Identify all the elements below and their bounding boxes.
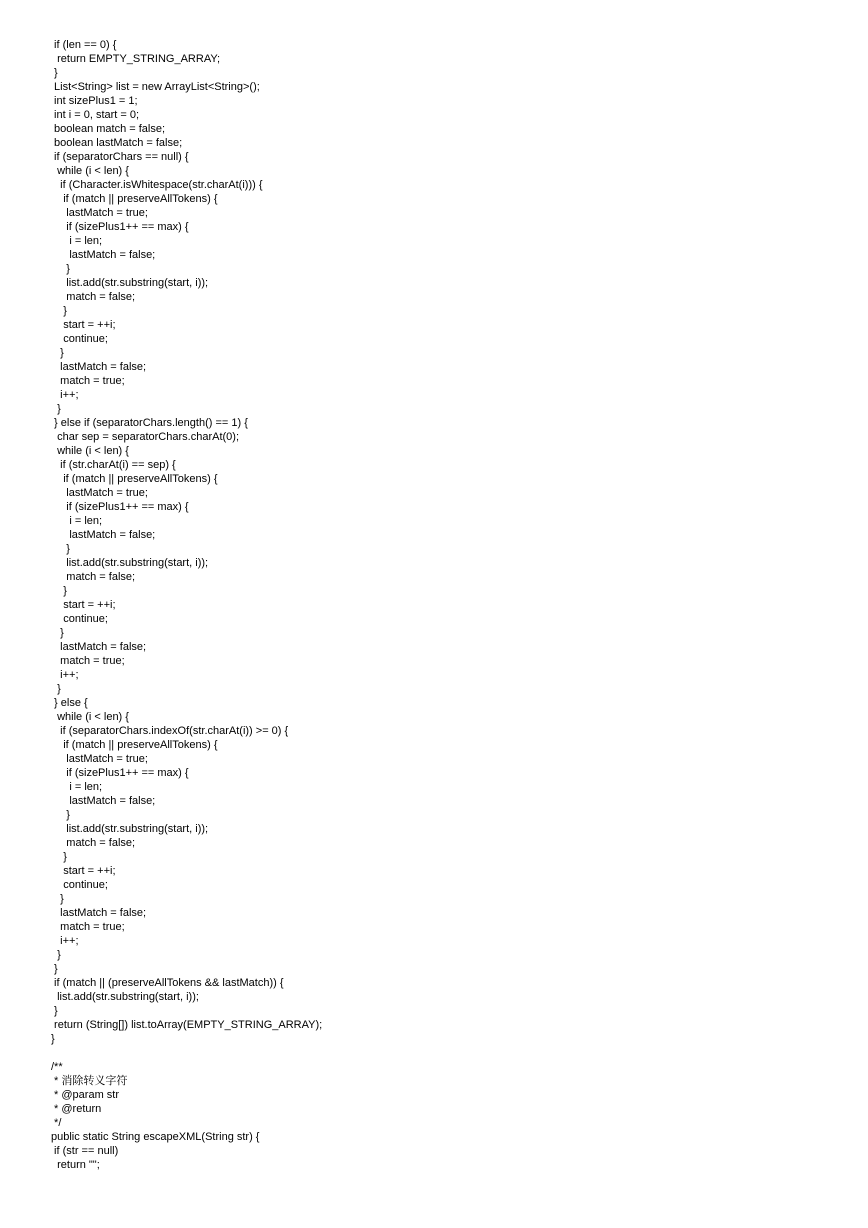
code-line: } — [51, 585, 67, 597]
code-line: match = false; — [51, 291, 136, 303]
code-line: } — [51, 949, 61, 961]
code-line: } — [51, 683, 61, 695]
code-line: if (Character.isWhitespace(str.charAt(i))) { — [51, 179, 263, 191]
code-line: if (match || (preserveAllTokens && lastMatch)) { — [51, 977, 284, 989]
code-line: match = true; — [51, 375, 125, 387]
code-line: while (i < len) { — [51, 445, 129, 457]
code-line: lastMatch = true; — [51, 207, 148, 219]
code-line: list.add(str.substring(start, i)); — [51, 823, 209, 835]
code-line: } — [51, 809, 70, 821]
code-line: lastMatch = false; — [51, 795, 156, 807]
code-line: if (len == 0) { — [51, 39, 117, 51]
code-line: lastMatch = true; — [51, 753, 148, 765]
code-line: match = false; — [51, 837, 136, 849]
code-line: } — [51, 893, 64, 905]
code-line: i = len; — [51, 515, 103, 527]
code-line: lastMatch = false; — [51, 641, 147, 653]
code-listing — [51, 38, 322, 1172]
code-line: if (sizePlus1++ == max) { — [51, 501, 189, 513]
code-line: i = len; — [51, 781, 103, 793]
code-line: i++; — [51, 669, 79, 681]
code-line: boolean match = false; — [51, 123, 166, 135]
code-line: } — [51, 305, 67, 317]
code-line: List<String> list = new ArrayList<String>(); — [51, 81, 260, 93]
code-line: list.add(str.substring(start, i)); — [51, 557, 209, 569]
code-line: continue; — [51, 879, 108, 891]
code-line: * @param str — [51, 1089, 120, 1101]
code-line: if (separatorChars.indexOf(str.charAt(i)) >= 0) { — [51, 725, 289, 737]
code-line: } — [51, 403, 61, 415]
code-line: return ""; — [51, 1159, 100, 1171]
code-line: } — [51, 67, 58, 79]
code-line: list.add(str.substring(start, i)); — [51, 277, 209, 289]
code-line: if (sizePlus1++ == max) { — [51, 221, 189, 233]
code-line: i++; — [51, 389, 79, 401]
code-line: match = false; — [51, 571, 136, 583]
code-line: public static String escapeXML(String str) { — [51, 1131, 260, 1143]
code-line: list.add(str.substring(start, i)); — [51, 991, 199, 1003]
code-line: start = ++i; — [51, 865, 116, 877]
code-line: } else if (separatorChars.length() == 1) { — [51, 417, 248, 429]
code-line: if (sizePlus1++ == max) { — [51, 767, 189, 779]
code-line: */ — [51, 1117, 62, 1129]
code-line: return (String[]) list.toArray(EMPTY_STRING_ARRAY); — [51, 1019, 323, 1031]
code-line: lastMatch = false; — [51, 529, 156, 541]
code-line: /** — [51, 1061, 63, 1073]
code-line: match = true; — [51, 655, 125, 667]
code-line — [51, 1046, 322, 1060]
code-line: while (i < len) { — [51, 165, 129, 177]
code-line: i++; — [51, 935, 79, 947]
code-line: char sep = separatorChars.charAt(0); — [51, 431, 239, 443]
code-line: lastMatch = false; — [51, 907, 147, 919]
code-line: } — [51, 851, 67, 863]
code-line: boolean lastMatch = false; — [51, 137, 183, 149]
code-line: start = ++i; — [51, 599, 116, 611]
code-line: if (match || preserveAllTokens) { — [51, 473, 218, 485]
code-line: return EMPTY_STRING_ARRAY; — [51, 53, 221, 65]
code-line: } — [51, 963, 58, 975]
code-line: int i = 0, start = 0; — [51, 109, 140, 121]
code-line: while (i < len) { — [51, 711, 129, 723]
code-line: lastMatch = false; — [51, 361, 147, 373]
code-line: lastMatch = true; — [51, 487, 148, 499]
code-line: } — [51, 263, 70, 275]
code-line: if (match || preserveAllTokens) { — [51, 739, 218, 751]
code-line: } else { — [51, 697, 88, 709]
code-line: start = ++i; — [51, 319, 116, 331]
code-line: continue; — [51, 333, 108, 345]
code-line: } — [51, 347, 64, 359]
code-line: if (separatorChars == null) { — [51, 151, 189, 163]
code-line: } — [51, 627, 64, 639]
code-line: if (str == null) — [51, 1145, 119, 1157]
code-line: int sizePlus1 = 1; — [51, 95, 138, 107]
code-line: } — [51, 543, 70, 555]
code-line: if (str.charAt(i) == sep) { — [51, 459, 176, 471]
code-line: } — [51, 1005, 58, 1017]
code-line: if (match || preserveAllTokens) { — [51, 193, 218, 205]
code-line: i = len; — [51, 235, 103, 247]
code-line: lastMatch = false; — [51, 249, 156, 261]
code-line: } — [51, 1033, 55, 1045]
code-line: * @return — [51, 1103, 102, 1115]
code-line: continue; — [51, 613, 108, 625]
code-line: * 消除转义字符 — [51, 1075, 128, 1087]
code-line: match = true; — [51, 921, 125, 933]
